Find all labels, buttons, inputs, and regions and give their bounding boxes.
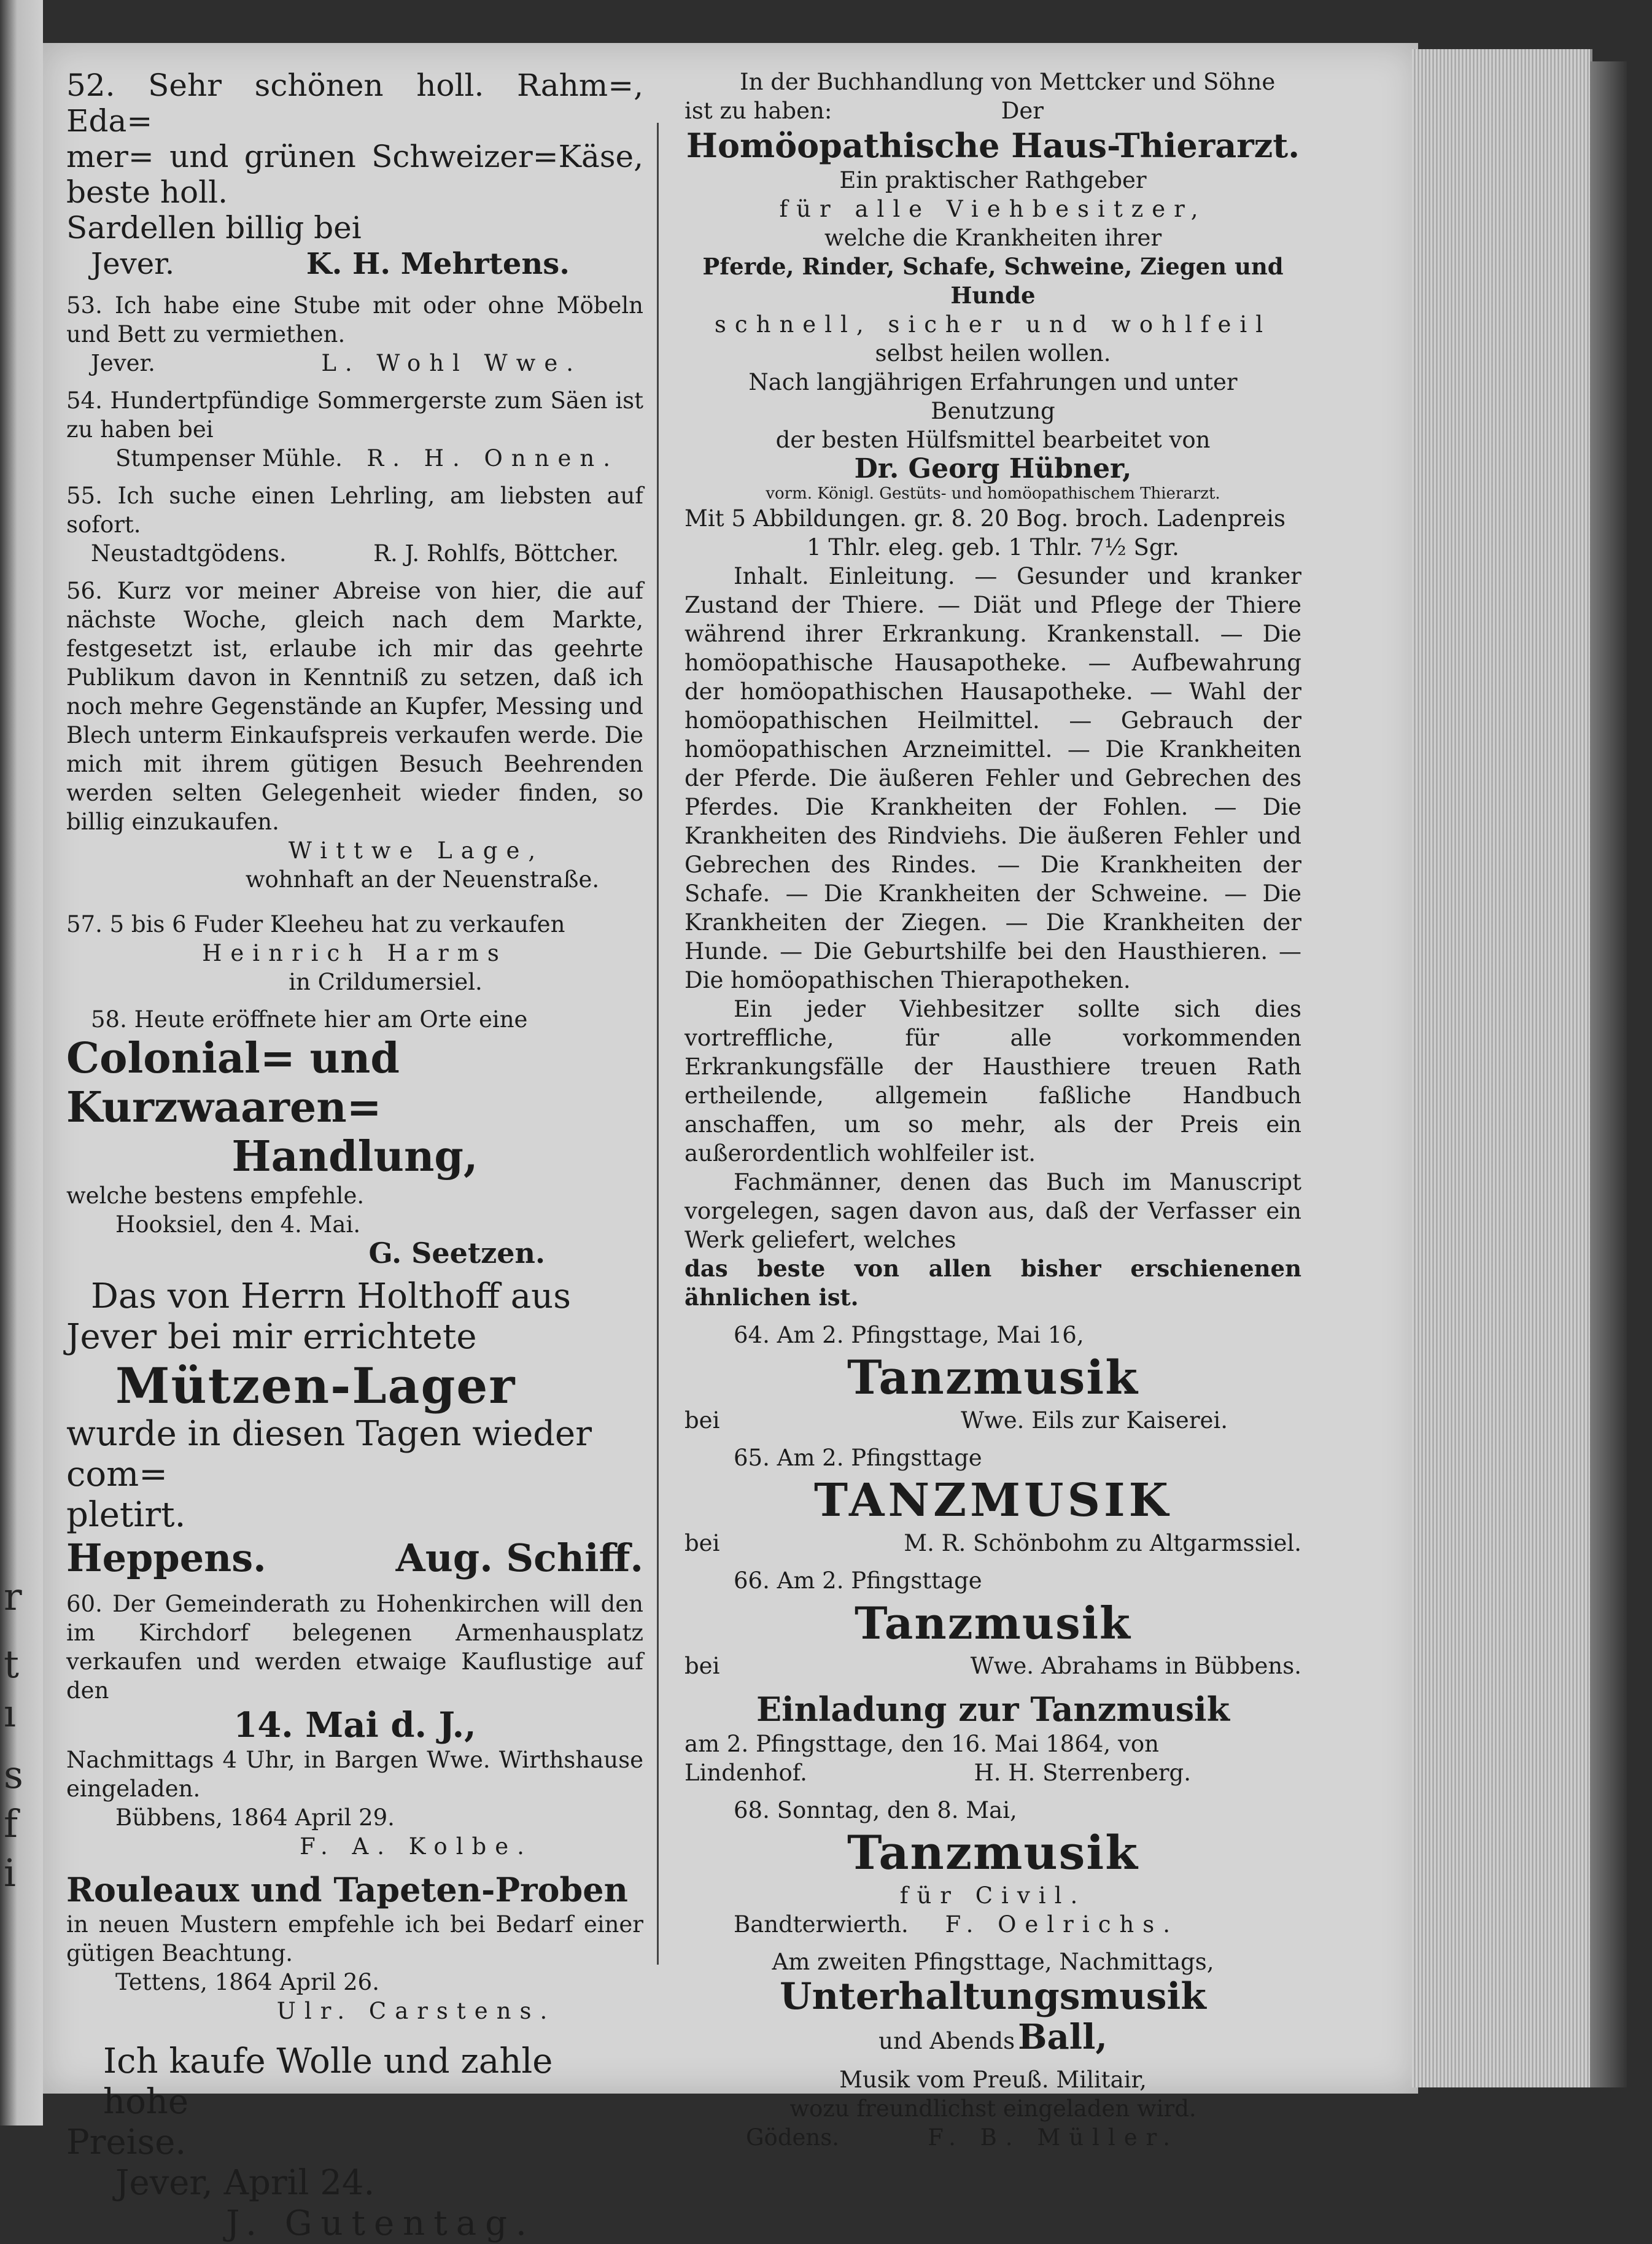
ad-headline: Tanzmusik [847, 1350, 1139, 1405]
ad-ball-line [684, 2017, 1301, 2065]
book-page-edges [1412, 49, 1592, 2087]
ad-signature: H. H. Sterrenberg. [974, 1760, 1191, 1786]
ad-59 [66, 1276, 643, 1581]
ad-signature: R. J. Rohlfs, Böttcher. [373, 540, 619, 567]
ad-53 [66, 291, 643, 378]
signature-line [66, 246, 643, 282]
signature-line [684, 1406, 1301, 1435]
ad-place: Stumpenser Mühle. [115, 445, 343, 472]
spacer [66, 2025, 643, 2041]
ad-68 [684, 1796, 1301, 1939]
signature-line [66, 444, 643, 473]
ad-headline: Colonial= und Kurzwaaren= [66, 1034, 400, 1132]
ad-headline: Unterhaltungsmusik [780, 1975, 1206, 2018]
ad-signature: J. Gutentag. [226, 2203, 535, 2243]
ad-dateline: Tettens, 1864 April 26. [115, 1969, 379, 1995]
book-subtitle: welche die Krankheiten ihrer [824, 225, 1162, 251]
book-subtitle: der besten Hülfsmittel bearbeitet von [775, 427, 1211, 453]
ad-signature: F. A. Kolbe. [300, 1833, 533, 1860]
ad-text: pletirt. [66, 1495, 186, 1535]
book-subtitle: Pferde, Rinder, Schafe, Schweine, Ziegen und Hunde [702, 253, 1284, 309]
spacer [66, 568, 643, 577]
ad-text: 64. Am 2. Pfingsttage, Mai 16, [734, 1322, 1084, 1348]
ad-signature: Ulr. Carstens. [276, 1998, 556, 2024]
signature-line [66, 349, 643, 378]
ad-55 [66, 481, 643, 568]
ad-date-highlight: 14. Mai d. J., [233, 1705, 476, 1745]
ad-place: Heppens. [66, 1535, 266, 1580]
book-recommendation: Ein jeder Viehbesitzer sollte sich dies vortreffliche, für alle vorkommenden Erkrankungsfälle der Hausthiere treuen Rath ertheilende, allgemein faßliche Handbuch anschaffen, um so mehr, als der Preis ein außerordentlich wohlfeiler ist. [684, 996, 1301, 1167]
book-subtitle: für alle Viehbesitzer, [779, 196, 1207, 222]
ad-text: Ich kaufe Wolle und zahle hohe [103, 2041, 553, 2122]
ad-69 [684, 1947, 1301, 2152]
ad-headline: Rouleaux und Tapeten-Proben [66, 1870, 628, 1909]
ad-text: mer= und grünen Schweizer=Käse, beste holl. [66, 139, 643, 210]
book-subtitle: Nach langjährigen Erfahrungen und unter Benutzung [748, 369, 1238, 424]
margin-fragment: r [4, 1574, 22, 1619]
ad-signature: M. R. Schönbohm zu Altgarmssiel. [904, 1530, 1301, 1556]
margin-fragment: s [4, 1752, 23, 1797]
ad-58 [66, 1005, 643, 1268]
ad-text: in neuen Mustern empfehle ich bei Bedarf einer gütigen Beachtung. [66, 1911, 643, 1966]
ad-place: Neustadtgödens. [91, 540, 287, 567]
signature-line [66, 539, 643, 568]
ad-headline: TANZMUSIK [814, 1474, 1172, 1527]
spacer [684, 1435, 1301, 1443]
spacer [66, 378, 643, 386]
ad-signature: Aug. Schiff. [395, 1535, 643, 1580]
spacer [684, 1787, 1301, 1796]
ad-text: Am zweiten Pfingsttage, Nachmittags, [772, 1949, 1214, 1975]
spacer [684, 1558, 1301, 1566]
ad-text: 56. Kurz vor meiner Abreise von hier, die auf nächste Woche, gleich nach dem Markte, festgesetzt ist, erlaube ich mir das geehrte Publikum davon in Kenntniß zu setzen, daß ich noch mehre Gegenstände an Kupfer, Messing und Blech unterm Einkaufspreis verkaufen werde. Die mich mit ihrem gütigen Besuch Beehrenden werden selten Gelegenheit wieder finden, so billig einzukaufen. [66, 578, 643, 835]
ad-place: Jever. [91, 350, 155, 376]
ad-text: wozu freundlichst eingeladen wird. [789, 2095, 1196, 2122]
ad-text: am 2. Pfingsttage, den 16. Mai 1864, von [684, 1731, 1159, 1757]
book-contents: Inhalt. Einleitung. — Gesunder und kranker Zustand der Thiere. — Diät und Pflege der Thiere während ihrer Erkrankung. Krankenstall. — Die homöopathische Hausapotheke. — Aufbewahrung der homöopathischen Hausapotheke. — Wahl der homöopathischen Heilmittel. — Gebrauch der homöopathischen Arzneimittel. — Die Krankheiten der Pferde. Die äußeren Fehler und Gebrechen des Pferdes. Die Krankheiten der Fohlen. — Die Krankheiten des Rindviehs. Die äußeren Fehler und Gebrechen des Rindes. — Die Krankheiten der Schafe. — Die Krankheiten der Schweine. — Die Krankheiten der Ziegen. — Die Krankheiten der Hunde. — Die Geburtshilfe bei den Hausthieren. — Die homöopathischen Thierapotheken. [684, 563, 1301, 993]
ad-text: 65. Am 2. Pfingsttage [734, 1445, 982, 1471]
book-subtitle: selbst heilen wollen. [875, 340, 1111, 367]
ad-text: bei [684, 1530, 720, 1556]
book-expert-opinion: Fachmänner, denen das Buch im Manuscript vorgelegen, sagen davon aus, daß der Verfasser ein Werk geliefert, welches [684, 1169, 1301, 1253]
signature-line [684, 1758, 1301, 1787]
left-column [66, 68, 643, 2244]
spacer [66, 282, 643, 291]
book-author-title: vorm. Königl. Gestüts- und homöopathischem Thierarzt. [766, 484, 1220, 503]
ad-text: 54. Hundertpfündige Sommergerste zum Säen ist zu haben bei [66, 387, 643, 443]
ad-place: in Crildumersiel. [289, 969, 483, 995]
spacer [684, 1680, 1301, 1689]
ad-64 [684, 1321, 1301, 1435]
ad-text: 57. 5 bis 6 Fuder Kleeheu hat zu verkaufen [66, 911, 565, 938]
margin-fragment: t [4, 1642, 19, 1687]
ad-signature: L. Wohl Wwe. [321, 350, 582, 376]
ad-text: Preise. [66, 2122, 187, 2162]
signature-line [684, 2123, 1301, 2152]
ad-signature: Wwe. Abrahams in Bübbens. [970, 1653, 1301, 1679]
ad-text: Jever bei mir errichtete [66, 1317, 477, 1357]
column-divider [657, 123, 659, 1965]
ad-54 [66, 386, 643, 473]
spacer [66, 1861, 643, 1869]
ad-place: Bandterwierth. [734, 1911, 909, 1938]
ad-place: Gödens. [746, 2124, 839, 2151]
book-price: Mit 5 Abbildungen. gr. 8. 20 Bog. broch. Ladenpreis [684, 505, 1286, 532]
spacer [66, 894, 643, 910]
ad-dateline: Jever, April 24. [115, 2163, 375, 2203]
book-subtitle: Ein praktischer Rathgeber [839, 167, 1147, 193]
spacer [66, 1581, 643, 1590]
book-expert-opinion-end: das beste von allen bisher erschienenen ähnlichen ist. [684, 1255, 1301, 1311]
spacer [66, 473, 643, 481]
spacer [66, 1268, 643, 1276]
ad-signature: F. B. Müller. [928, 2124, 1179, 2151]
spacer [684, 1939, 1301, 1947]
ad-text: ist zu haben: [684, 98, 832, 124]
ad-signature: R. H. Onnen. [366, 445, 619, 472]
ad-signature: Wwe. Eils zur Kaiserei. [961, 1407, 1228, 1434]
ad-address: wohnhaft an der Neuenstraße. [245, 866, 600, 893]
ad-text: Sardellen billig bei [66, 210, 362, 246]
ad-dateline: Bübbens, 1864 April 29. [115, 1804, 395, 1831]
signature-line [66, 1535, 643, 1581]
ad-67 [684, 1689, 1301, 1787]
book-price: 1 Thlr. eleg. geb. 1 Thlr. 7½ Sgr. [807, 534, 1179, 561]
ad-63-book [684, 68, 1301, 1312]
ad-57 [66, 910, 643, 996]
ad-text-line [684, 96, 1301, 125]
spacer [66, 996, 643, 1005]
ad-62 [66, 2041, 643, 2244]
ad-text: bei [684, 1407, 720, 1434]
book-author: Dr. Georg Hübner, [854, 453, 1132, 484]
margin-fragment: i [4, 1850, 16, 1895]
ad-text: bei [684, 1653, 720, 1679]
spacer [684, 1312, 1301, 1321]
ad-signature: K. H. Mehrtens. [306, 247, 570, 281]
ad-text: und Abends [878, 2028, 1015, 2054]
ad-text: wurde in diesen Tagen wieder com= [66, 1414, 592, 1494]
ad-headline: Tanzmusik [847, 1825, 1139, 1880]
signature-line [684, 1652, 1301, 1680]
ad-text: Musik vom Preuß. Militair, [839, 2067, 1147, 2093]
ad-headline: Einladung zur Tanzmusik [756, 1690, 1230, 1729]
ad-place: Jever. [91, 247, 175, 281]
margin-fragment: ı [4, 1691, 16, 1736]
ad-text: Der [1001, 98, 1044, 124]
ad-subline: für Civil. [899, 1882, 1087, 1909]
margin-fragment: f [4, 1801, 18, 1846]
book-title: Homöopathische Haus-Thierarzt. [686, 126, 1300, 165]
ad-signature: Heinrich Harms [202, 940, 508, 966]
ad-text: In der Buchhandlung von Mettcker und Söhne [740, 69, 1276, 95]
ad-text: Nachmittags 4 Uhr, in Bargen Wwe. Wirthshause eingeladen. [66, 1747, 643, 1802]
ad-text: 66. Am 2. Pfingsttage [734, 1567, 982, 1594]
ad-headline: Tanzmusik [855, 1597, 1131, 1649]
ad-headline: Handlung, [231, 1132, 478, 1181]
ad-text: 68. Sonntag, den 8. Mai, [734, 1797, 1017, 1823]
ad-text: welche bestens empfehle. [66, 1182, 365, 1209]
adjacent-page-margin [0, 0, 43, 2126]
signature-line [684, 1529, 1301, 1558]
ad-text: 60. Der Gemeinderath zu Hohenkirchen will den im Kirchdorf belegenen Armenhausplatz verkaufen und werden etwaige Kauflustige auf den [66, 1591, 643, 1704]
ad-61 [66, 1869, 643, 2025]
ad-date: Hooksiel, den 4. Mai. [115, 1211, 361, 1238]
ad-text: 55. Ich suche einen Lehrling, am liebsten auf sofort. [66, 483, 643, 538]
ad-text: 52. Sehr schönen holl. Rahm=, Eda= [66, 68, 643, 139]
right-column [684, 68, 1301, 2152]
signature-line [684, 1910, 1301, 1939]
ad-text: 58. Heute eröffnete hier am Orte eine [91, 1006, 528, 1033]
book-subtitle: schnell, sicher und wohlfeil [714, 311, 1272, 338]
ad-place: Lindenhof. [684, 1760, 807, 1786]
ad-headline: Mützen-Lager [115, 1357, 516, 1415]
ad-52 [66, 68, 643, 282]
ad-text: 53. Ich habe eine Stube mit oder ohne Möbeln und Bett zu vermiethen. [66, 292, 643, 347]
ad-signature: F. Oelrichs. [945, 1911, 1179, 1938]
ad-56 [66, 577, 643, 894]
ad-text: Das von Herrn Holthoff aus [91, 1276, 571, 1316]
ad-60 [66, 1590, 643, 1861]
ad-66 [684, 1566, 1301, 1680]
ad-headline: Ball, [1018, 2017, 1107, 2057]
ad-signature: G. Seetzen. [368, 1237, 545, 1270]
ad-65 [684, 1443, 1301, 1558]
ad-signature: Wittwe Lage, [288, 837, 545, 864]
